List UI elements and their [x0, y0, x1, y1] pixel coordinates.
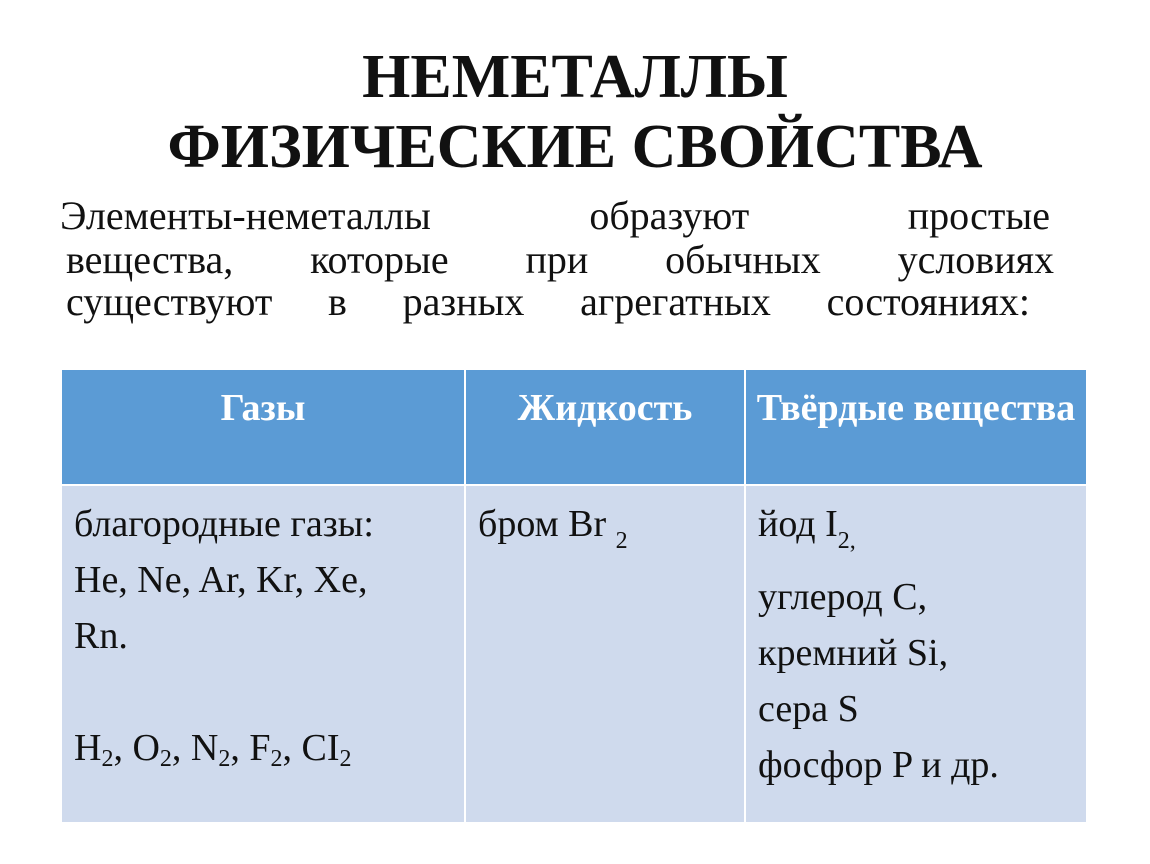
- solids-carbon: углерод С,: [758, 576, 928, 618]
- molecule-f2: F2,: [249, 727, 302, 772]
- intro-line2: вещества, которые при обычных условиях: [66, 237, 1054, 282]
- cell-gases: [61, 485, 465, 823]
- page-title-line1: НЕМЕТАЛЛЫ: [362, 43, 788, 111]
- page-title-line2: ФИЗИЧЕСКИЕ СВОЙСТВА: [167, 113, 983, 181]
- solids-silicon: кремний Si,: [758, 632, 949, 674]
- states-table: [60, 368, 1088, 824]
- header-liquid: Жидкость: [465, 369, 745, 485]
- gases-gap: [74, 664, 454, 720]
- liquid-bromine: бром Br $_2$: [478, 503, 628, 554]
- solids-phosphorus: фосфор P и др.: [758, 744, 999, 786]
- gases-line2: He, Ne, Ar, Kr, Xe,: [74, 559, 368, 601]
- cell-solids: [745, 485, 1087, 823]
- table-row: [61, 485, 1087, 823]
- molecule-h2: H2,: [74, 727, 133, 772]
- molecule-n2: N2,: [190, 727, 250, 772]
- intro-line1: Элементы-неметаллы образуют простые: [60, 193, 1050, 238]
- header-solids: Твёрдые вещества: [745, 369, 1087, 485]
- gases-line3: Rn.: [74, 615, 128, 657]
- header-gases: Газы: [61, 369, 465, 485]
- molecule-cl2: CI2: [301, 727, 352, 772]
- molecule-o2: O2,: [132, 727, 191, 772]
- solids-iodine: йод $I_{2,}$: [758, 503, 856, 554]
- solids-sulfur: сера S: [758, 688, 859, 730]
- cell-liquid: [465, 485, 745, 823]
- gases-line1: благородные газы:: [74, 503, 374, 545]
- intro-line3: существуют в разных агрегатных состояниях:: [66, 279, 1030, 324]
- gases-molecules: [74, 720, 454, 787]
- table-header-row: [61, 369, 1087, 485]
